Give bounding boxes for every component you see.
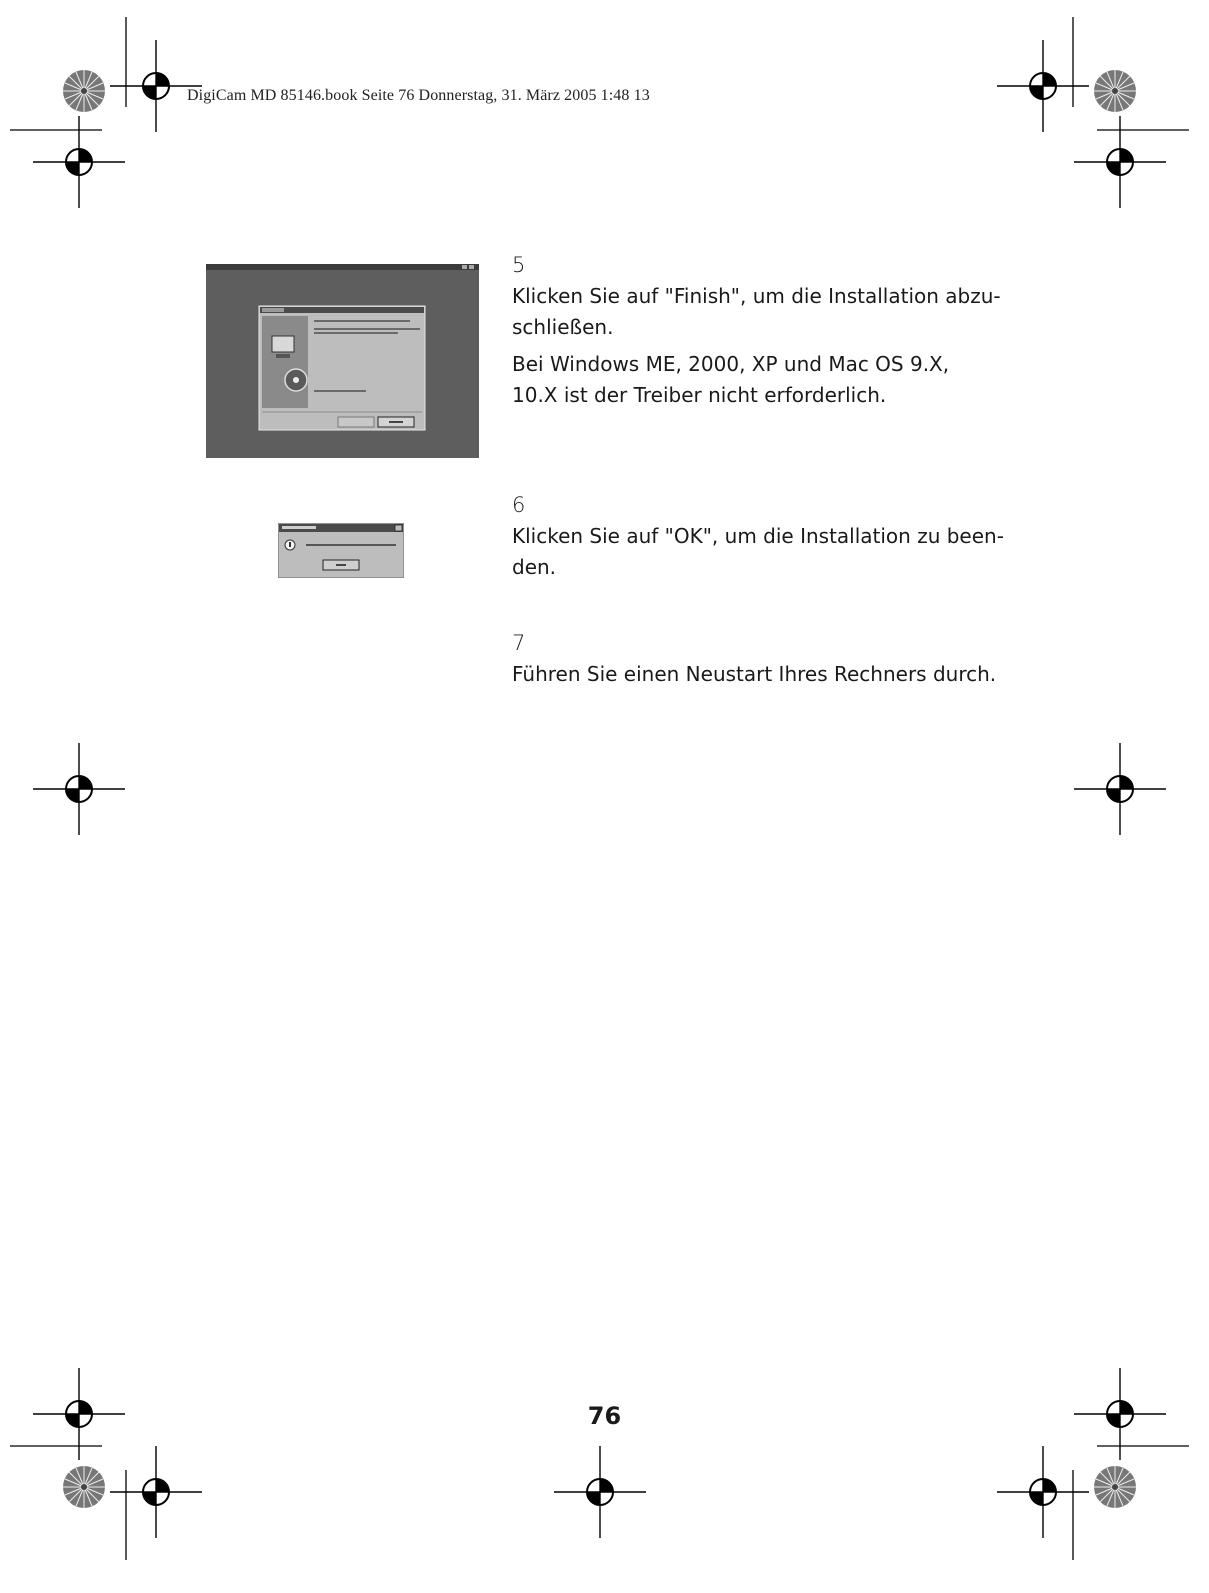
running-header: DigiCam MD 85146.book Seite 76 Donnerstag, 31. März 2005 1:48 13 bbox=[187, 87, 650, 104]
registration-mark-bottom-center bbox=[554, 1446, 646, 1538]
registration-mark-mid-right bbox=[1074, 743, 1166, 835]
completion-messagebox-screenshot bbox=[278, 523, 404, 578]
registration-mark-mid-left bbox=[33, 743, 125, 835]
step-note: Bei Windows ME, 2000, XP und Mac OS 9.X, 10.X ist der Treiber nicht erforderlich. bbox=[512, 352, 950, 407]
step-number: 5 bbox=[512, 253, 526, 277]
step-number: 7 bbox=[512, 631, 526, 655]
registration-mark-bottom-left-b bbox=[110, 1446, 202, 1538]
star-target-top-right bbox=[1094, 70, 1136, 112]
star-target-bottom-left bbox=[63, 1466, 105, 1508]
registration-mark-top-left-a bbox=[110, 40, 202, 132]
finish-dialog-screenshot bbox=[206, 264, 479, 458]
page-number: 76 bbox=[587, 1402, 622, 1430]
registration-mark-top-right-a bbox=[997, 40, 1089, 132]
star-target-top-left bbox=[63, 70, 105, 112]
registration-mark-bottom-right-b bbox=[997, 1446, 1089, 1538]
star-target-bottom-right bbox=[1094, 1466, 1136, 1508]
step-6 bbox=[512, 491, 1032, 583]
step-number: 6 bbox=[512, 493, 526, 517]
step-instruction: Klicken Sie auf "Finish", um die Installation abzu-schließen. bbox=[512, 284, 1001, 339]
step-instruction: Klicken Sie auf "OK", um die Installation zu been-den. bbox=[512, 524, 1004, 579]
step-7 bbox=[512, 629, 1032, 690]
step-5 bbox=[512, 251, 1032, 411]
step-instruction: Führen Sie einen Neustart Ihres Rechners durch. bbox=[512, 662, 997, 686]
